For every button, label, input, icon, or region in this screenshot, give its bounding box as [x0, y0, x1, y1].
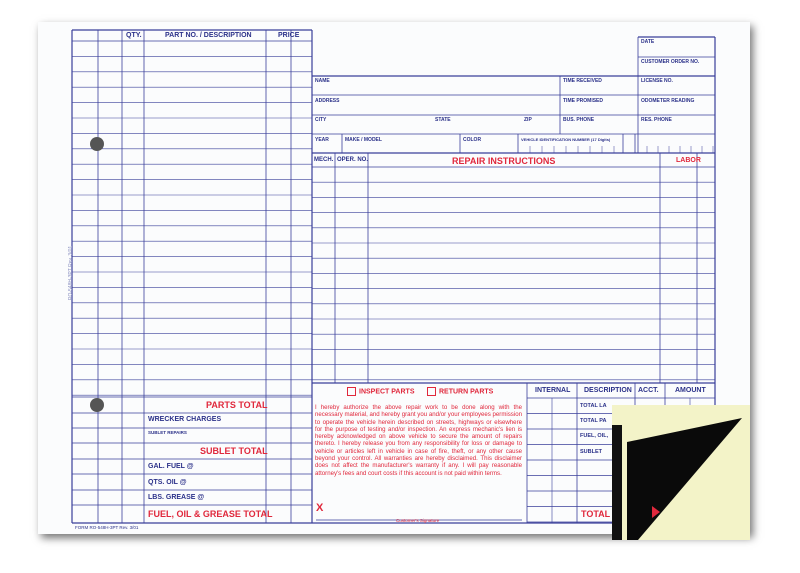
zip-label: ZIP [524, 117, 532, 123]
color-label: COLOR [463, 137, 482, 143]
gal-fuel-label: GAL. FUEL @ [148, 463, 194, 470]
vin-label: VEHICLE IDENTIFICATION NUMBER (17 Digits) [521, 137, 611, 142]
form-number: FORM RO-548H-3PT Rev. 3/01 [75, 525, 139, 530]
qts-oil-label: QTS. OIL @ [148, 479, 187, 486]
time-promised-label: TIME PROMISED [563, 98, 604, 104]
fog-total-label: FUEL, OIL & GREASE TOTAL [148, 509, 273, 519]
fuel-oil-label: FUEL, OIL, [580, 433, 609, 439]
carbon-edge [612, 425, 622, 540]
res-phone-label: RES. PHONE [641, 117, 672, 123]
total-labor-label: TOTAL LA [580, 403, 607, 409]
odometer-label: ODOMETER READING [641, 98, 695, 104]
state-label: STATE [435, 117, 451, 123]
date-label: DATE [641, 39, 655, 45]
sublet-label: SUBLET [580, 449, 602, 455]
make-model-label: MAKE / MODEL [345, 137, 382, 143]
time-received-label: TIME RECEIVED [563, 78, 602, 84]
parts-total-label: PARTS TOTAL [206, 400, 268, 410]
price-header: PRICE [278, 32, 300, 39]
mech-header: MECH. [314, 157, 334, 163]
internal-header: INTERNAL [535, 387, 571, 394]
total-parts-label: TOTAL PA [580, 418, 607, 424]
inspect-parts-label: INSPECT PARTS [359, 388, 415, 396]
customer-order-label: CUSTOMER ORDER NO. [641, 59, 700, 65]
address-label: ADDRESS [315, 98, 340, 104]
sublet-total-label: SUBLET TOTAL [200, 446, 268, 456]
part-desc-header: PART NO. / DESCRIPTION [165, 32, 252, 39]
name-label: NAME [315, 78, 330, 84]
return-parts-label: RETURN PARTS [439, 388, 494, 396]
acct-header: ACCT. [638, 387, 659, 394]
qty-header: QTY. [126, 32, 142, 39]
description-header: DESCRIPTION [584, 387, 632, 394]
repair-instructions-title: REPAIR INSTRUCTIONS [452, 156, 556, 166]
authorization-text: I hereby authorize the above repair work to be done along with the necessary material, and hereby grant you and/or your employees permission to operate the vehicle herein described on streets, highways or elsewhere for the purpose of testing and/or inspection. An express mechanic's lien is hereby acknowledged on above vehicle to secure the amount of repairs thereto. I hereby release you from any responsibility for loss or damage to vehicle or articles left in vehicle in case of fire, theft, or any other cause beyond your control. All warranties are hereby disclaimed. This disclaimer does not affect the manufacturer's warranty if any. I will pay reasonable attorney's fees and court costs if this account is not paid within terms. [315, 404, 522, 477]
bus-phone-label: BUS. PHONE [563, 117, 595, 123]
signature-label: Customer's Signature [396, 518, 440, 523]
amount-header: AMOUNT [675, 387, 706, 394]
sublet-repairs-label: SUBLET REPAIRS [148, 430, 187, 435]
lbs-grease-label: LBS. GREASE @ [148, 494, 205, 501]
oper-no-header: OPER. NO. [337, 157, 369, 163]
total-label: TOTAL [581, 509, 611, 519]
year-label: YEAR [315, 137, 329, 143]
side-form-number: RO-548H-3PT Rev. 3/01 [68, 245, 75, 301]
signature-x: X [316, 502, 324, 514]
city-label: CITY [315, 117, 327, 123]
license-label: LICENSE NO. [641, 78, 673, 84]
wrecker-charges-label: WRECKER CHARGES [148, 416, 222, 423]
labor-header: LABOR [676, 157, 701, 164]
